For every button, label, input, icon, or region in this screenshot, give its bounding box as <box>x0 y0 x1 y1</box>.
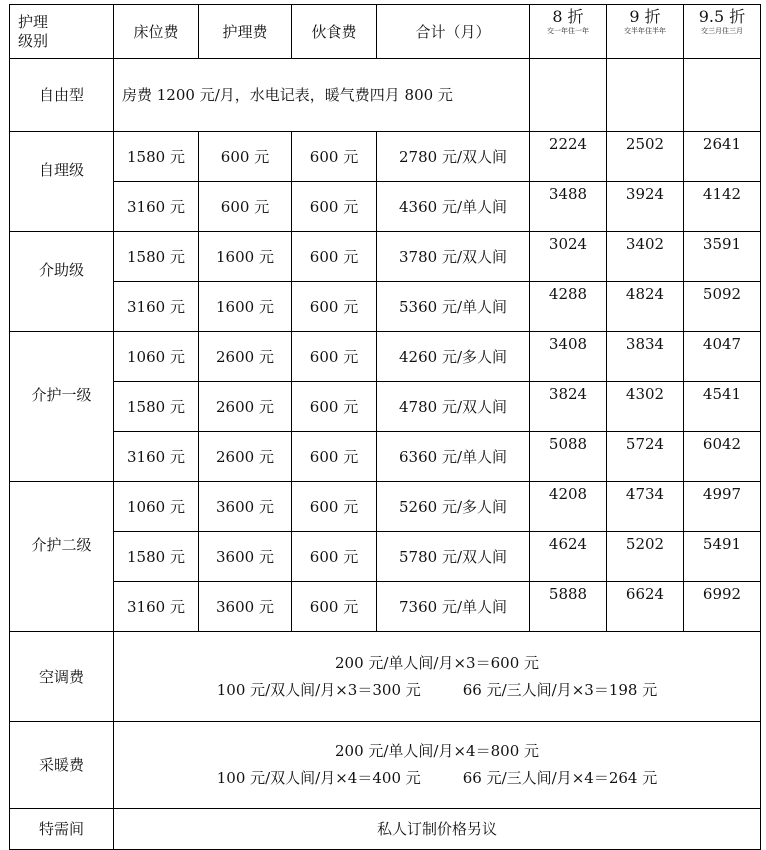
discount-95-cell: 3591 <box>684 232 761 282</box>
bed-fee-cell: 1580 元 <box>114 532 199 582</box>
fee-line-triple: 66 元/三人间/月×4＝264 元 <box>462 769 658 787</box>
care-fee-cell: 2600 元 <box>199 332 292 382</box>
care-fee-cell: 3600 元 <box>199 482 292 532</box>
table-row <box>10 232 761 282</box>
total-cell: 6360 元/单人间 <box>377 432 530 482</box>
fee-line-double: 100 元/双人间/月×4＝400 元 <box>216 769 421 787</box>
food-fee-cell: 600 元 <box>292 232 377 282</box>
food-fee-cell: 600 元 <box>292 382 377 432</box>
table-row <box>10 282 761 332</box>
discount-8-cell: 4208 <box>530 482 607 532</box>
heating-row <box>10 722 761 809</box>
discount-8-cell: 5888 <box>530 582 607 632</box>
discount-8-cell: 4288 <box>530 282 607 332</box>
discount-9-cell: 3402 <box>607 232 684 282</box>
header-row <box>10 5 761 59</box>
table-row <box>10 582 761 632</box>
special-room-row <box>10 809 761 850</box>
bed-fee-cell: 3160 元 <box>114 182 199 232</box>
fee-line-single: 200 元/单人间/月×4＝800 元 <box>334 742 540 760</box>
discount-8-cell: 3024 <box>530 232 607 282</box>
discount-95-cell: 4047 <box>684 332 761 382</box>
air-conditioning-row <box>10 632 761 722</box>
fee-line-single: 200 元/单人间/月×3＝600 元 <box>334 653 540 672</box>
discount-95-cell: 4541 <box>684 382 761 432</box>
discount-8-cell: 2224 <box>530 132 607 182</box>
table-row <box>10 482 761 532</box>
food-fee-cell: 600 元 <box>292 182 377 232</box>
bed-fee-cell: 1580 元 <box>114 382 199 432</box>
discount-95-cell: 5092 <box>684 282 761 332</box>
care-fee-cell: 2600 元 <box>199 432 292 482</box>
header-food-fee: 伙食费 <box>292 5 377 59</box>
level-label: 空调费 <box>10 632 114 722</box>
total-cell: 7360 元/单人间 <box>377 582 530 632</box>
level-label: 采暖费 <box>10 722 114 809</box>
food-fee-cell: 600 元 <box>292 432 377 482</box>
level-label: 自理级 <box>10 132 114 232</box>
special-room-text: 私人订制价格另议 <box>114 809 761 850</box>
care-fee-cell: 3600 元 <box>199 532 292 582</box>
fee-line-double: 100 元/双人间/月×3＝300 元 <box>216 680 421 699</box>
discount-95-cell: 4997 <box>684 482 761 532</box>
total-cell: 4780 元/双人间 <box>377 382 530 432</box>
discount-9-cell: 3834 <box>607 332 684 382</box>
header-discount-8: 8 折 交一年住一年 <box>530 5 607 59</box>
care-fee-cell: 1600 元 <box>199 232 292 282</box>
discount-9-cell: 4302 <box>607 382 684 432</box>
header-care-fee: 护理费 <box>199 5 292 59</box>
total-cell: 5260 元/多人间 <box>377 482 530 532</box>
care-fee-cell: 1600 元 <box>199 282 292 332</box>
total-cell: 2780 元/双人间 <box>377 132 530 182</box>
bed-fee-cell: 3160 元 <box>114 582 199 632</box>
discount-9-cell: 2502 <box>607 132 684 182</box>
fee-line-triple: 66 元/三人间/月×3＝198 元 <box>462 680 658 699</box>
table-row <box>10 532 761 582</box>
header-bed-fee: 床位费 <box>114 5 199 59</box>
discount-95-cell: 4142 <box>684 182 761 232</box>
header-discount-9: 9 折 交半年住半年 <box>607 5 684 59</box>
food-fee-cell: 600 元 <box>292 282 377 332</box>
table-row <box>10 432 761 482</box>
total-cell: 3780 元/双人间 <box>377 232 530 282</box>
bed-fee-cell: 1060 元 <box>114 482 199 532</box>
bed-fee-cell: 1060 元 <box>114 332 199 382</box>
discount-9-cell: 5724 <box>607 432 684 482</box>
discount-9-cell: 5202 <box>607 532 684 582</box>
food-fee-cell: 600 元 <box>292 482 377 532</box>
empty-cell <box>530 59 607 132</box>
level-label: 自由型 <box>10 59 114 132</box>
discount-8-cell: 3488 <box>530 182 607 232</box>
total-cell: 4260 元/多人间 <box>377 332 530 382</box>
header-level: 护理 级别 <box>10 5 114 59</box>
discount-95-cell: 6992 <box>684 582 761 632</box>
bed-fee-cell: 3160 元 <box>114 282 199 332</box>
header-total: 合计（月） <box>377 5 530 59</box>
discount-95-cell: 2641 <box>684 132 761 182</box>
food-fee-cell: 600 元 <box>292 532 377 582</box>
level-label: 介助级 <box>10 232 114 332</box>
discount-9-cell: 6624 <box>607 582 684 632</box>
discount-8-cell: 5088 <box>530 432 607 482</box>
free-type-text: 房费 1200 元/月，水电记表，暖气费四月 800 元 <box>114 59 530 132</box>
air-conditioning-fees <box>114 632 761 722</box>
care-fee-cell: 2600 元 <box>199 382 292 432</box>
care-fee-cell: 600 元 <box>199 182 292 232</box>
discount-9-cell: 3924 <box>607 182 684 232</box>
discount-9-cell: 4824 <box>607 282 684 332</box>
total-cell: 5780 元/双人间 <box>377 532 530 582</box>
table-row <box>10 382 761 432</box>
price-table <box>9 4 761 850</box>
level-label: 特需间 <box>10 809 114 850</box>
discount-95-cell: 6042 <box>684 432 761 482</box>
bed-fee-cell: 1580 元 <box>114 132 199 182</box>
food-fee-cell: 600 元 <box>292 582 377 632</box>
discount-95-cell: 5491 <box>684 532 761 582</box>
total-cell: 4360 元/单人间 <box>377 182 530 232</box>
free-type-row <box>10 59 761 132</box>
heating-fees <box>114 722 761 809</box>
bed-fee-cell: 1580 元 <box>114 232 199 282</box>
food-fee-cell: 600 元 <box>292 132 377 182</box>
level-label: 介护二级 <box>10 482 114 632</box>
discount-8-cell: 3824 <box>530 382 607 432</box>
food-fee-cell: 600 元 <box>292 332 377 382</box>
table-row <box>10 132 761 182</box>
level-label: 介护一级 <box>10 332 114 482</box>
table-row <box>10 182 761 232</box>
discount-9-cell: 4734 <box>607 482 684 532</box>
bed-fee-cell: 3160 元 <box>114 432 199 482</box>
care-fee-cell: 3600 元 <box>199 582 292 632</box>
care-fee-cell: 600 元 <box>199 132 292 182</box>
empty-cell <box>607 59 684 132</box>
empty-cell <box>684 59 761 132</box>
discount-8-cell: 4624 <box>530 532 607 582</box>
header-discount-95: 9.5 折 交三月住三月 <box>684 5 761 59</box>
table-row <box>10 332 761 382</box>
discount-8-cell: 3408 <box>530 332 607 382</box>
total-cell: 5360 元/单人间 <box>377 282 530 332</box>
